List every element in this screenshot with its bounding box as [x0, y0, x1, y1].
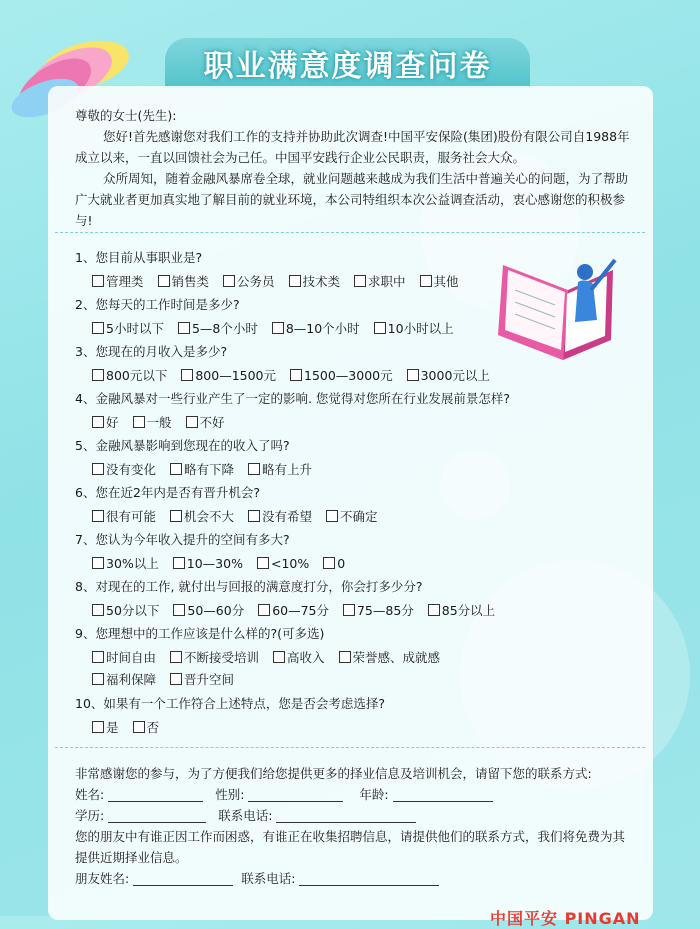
checkbox[interactable]	[326, 510, 338, 522]
option[interactable]: 晋升空间	[170, 672, 234, 687]
checkbox[interactable]	[133, 721, 145, 733]
option[interactable]: 略有上升	[248, 462, 312, 477]
option[interactable]: 机会不大	[170, 509, 234, 524]
checkbox[interactable]	[170, 510, 182, 522]
option[interactable]: 没有希望	[248, 509, 312, 524]
checkbox[interactable]	[181, 369, 193, 381]
section-divider	[55, 232, 645, 233]
option[interactable]: 销售类	[158, 274, 210, 289]
option[interactable]: 10小时以上	[374, 321, 454, 336]
checkbox[interactable]	[272, 322, 284, 334]
option[interactable]: 5小时以下	[92, 321, 164, 336]
education-field[interactable]	[108, 808, 206, 823]
option[interactable]: <10%	[257, 556, 309, 571]
checkbox[interactable]	[92, 651, 104, 663]
options-q9-row1	[92, 648, 450, 666]
friends-text: 您的朋友中有谁正因工作而困惑，有谁正在收集招聘信息，请提供他们的联系方式，我们将免费为其提供近期择业信息。	[75, 829, 626, 865]
checkbox[interactable]	[173, 557, 185, 569]
checkbox[interactable]	[170, 651, 182, 663]
options-q1	[92, 272, 469, 290]
checkbox[interactable]	[178, 322, 190, 334]
checkbox[interactable]	[133, 416, 145, 428]
option[interactable]: 8—10个小时	[272, 321, 360, 336]
friend-phone-field[interactable]	[299, 871, 439, 886]
option[interactable]: 30%以上	[92, 556, 159, 571]
checkbox[interactable]	[289, 275, 301, 287]
option[interactable]: 高收入	[273, 650, 325, 665]
question-8: 8、对现在的工作, 就付出与回报的满意度打分，你会打多少分?	[75, 579, 423, 594]
question-9: 9、您理想中的工作应该是什么样的?(可多选)	[75, 626, 325, 641]
checkbox[interactable]	[339, 651, 351, 663]
options-q7	[92, 554, 355, 572]
checkbox[interactable]	[92, 275, 104, 287]
contact-thanks: 非常感谢您的参与，为了方便我们给您提供更多的择业信息及培训机会，请留下您的联系方式:	[75, 766, 592, 781]
option[interactable]: 好	[92, 415, 119, 430]
option[interactable]: 求职中	[354, 274, 406, 289]
option[interactable]: 5—8个小时	[178, 321, 258, 336]
friend-phone-label: 联系电话:	[241, 871, 296, 886]
option[interactable]: 否	[133, 720, 160, 735]
checkbox[interactable]	[428, 604, 440, 616]
options-q8	[92, 601, 505, 619]
option[interactable]: 60—75分	[258, 603, 329, 618]
checkbox[interactable]	[92, 369, 104, 381]
checkbox[interactable]	[258, 604, 270, 616]
question-7: 7、您认为今年收入提升的空间有多大?	[75, 532, 290, 547]
option[interactable]: 不断接受培训	[170, 650, 259, 665]
checkbox[interactable]	[170, 673, 182, 685]
option[interactable]: 不确定	[326, 509, 378, 524]
question-1: 1、您目前从事职业是?	[75, 250, 203, 265]
checkbox[interactable]	[248, 463, 260, 475]
checkbox[interactable]	[223, 275, 235, 287]
option[interactable]: 800元以下	[92, 368, 167, 383]
age-label: 年龄:	[359, 787, 389, 802]
phone-label: 联系电话:	[218, 808, 273, 823]
option[interactable]: 技术类	[289, 274, 341, 289]
checkbox[interactable]	[186, 416, 198, 428]
checkbox[interactable]	[343, 604, 355, 616]
option[interactable]: 没有变化	[92, 462, 156, 477]
question-3: 3、您现在的月收入是多少?	[75, 344, 228, 359]
option[interactable]: 很有可能	[92, 509, 156, 524]
name-label: 姓名:	[75, 787, 105, 802]
option[interactable]: 一般	[133, 415, 172, 430]
greeting: 尊敬的女士(先生):	[75, 108, 177, 123]
option[interactable]: 管理类	[92, 274, 144, 289]
checkbox[interactable]	[92, 721, 104, 733]
intro-section	[75, 105, 635, 231]
option[interactable]: 800—1500元	[181, 368, 276, 383]
option[interactable]: 荣誉感、成就感	[339, 650, 441, 665]
page-title: 职业满意度调查问卷	[165, 38, 530, 88]
question-5: 5、金融风暴影响到您现在的收入了吗?	[75, 438, 290, 453]
options-q5	[92, 460, 322, 478]
options-q2	[92, 319, 464, 337]
checkbox[interactable]	[420, 275, 432, 287]
section-divider	[55, 747, 645, 748]
options-q4	[92, 413, 235, 431]
checkbox[interactable]	[92, 557, 104, 569]
checkbox[interactable]	[92, 463, 104, 475]
gender-field[interactable]	[248, 787, 343, 802]
friend-name-field[interactable]	[133, 871, 233, 886]
option[interactable]: 是	[92, 720, 119, 735]
book-illustration-icon	[493, 250, 618, 365]
gender-label: 性别:	[215, 787, 245, 802]
checkbox[interactable]	[158, 275, 170, 287]
option[interactable]: 其他	[420, 274, 459, 289]
option[interactable]: 1500—3000元	[290, 368, 393, 383]
intro-paragraph-2: 众所周知，随着金融风暴席卷全球，就业问题越来越成为我们生活中普遍关心的问题，为了帮助广大就业者更加真实地了解目前的就业环境，本公司特组织本次公益调查活动，衷心感谢您的积极参与!	[75, 171, 629, 228]
phone-field[interactable]	[276, 808, 416, 823]
checkbox[interactable]	[248, 510, 260, 522]
checkbox[interactable]	[92, 322, 104, 334]
option[interactable]: 福利保障	[92, 672, 156, 687]
option[interactable]: 50—60分	[173, 603, 244, 618]
options-q10	[92, 718, 169, 736]
checkbox[interactable]	[290, 369, 302, 381]
option[interactable]: 不好	[186, 415, 225, 430]
options-q6	[92, 507, 388, 525]
checkbox[interactable]	[354, 275, 366, 287]
contact-section	[75, 763, 635, 889]
checkbox[interactable]	[323, 557, 335, 569]
checkbox[interactable]	[407, 369, 419, 381]
checkbox[interactable]	[173, 604, 185, 616]
question-4: 4、金融风暴对一些行业产生了一定的影响. 您觉得对您所在行业发展前景怎样?	[75, 391, 511, 406]
question-10: 10、如果有一个工作符合上述特点，您是否会考虑选择?	[75, 696, 386, 711]
option[interactable]: 50分以下	[92, 603, 159, 618]
checkbox[interactable]	[374, 322, 386, 334]
option[interactable]: 略有下降	[170, 462, 234, 477]
option[interactable]: 75—85分	[343, 603, 414, 618]
question-2: 2、您每天的工作时间是多少?	[75, 297, 240, 312]
company-logo: 中国平安 PINGAN	[490, 909, 641, 928]
question-6: 6、您在近2年内是否有晋升机会?	[75, 485, 261, 500]
checkbox[interactable]	[92, 510, 104, 522]
option[interactable]: 时间自由	[92, 650, 156, 665]
age-field[interactable]	[393, 787, 493, 802]
option[interactable]: 3000元以上	[407, 368, 490, 383]
options-q3	[92, 366, 500, 384]
name-field[interactable]	[108, 787, 203, 802]
checkbox[interactable]	[92, 416, 104, 428]
option[interactable]: 10—30%	[173, 556, 243, 571]
friend-name-label: 朋友姓名:	[75, 871, 130, 886]
option[interactable]: 85分以上	[428, 603, 495, 618]
intro-paragraph-1: 您好!首先感谢您对我们工作的支持并协助此次调查!中国平安保险(集团)股份有限公司自1988年成立以来，一直以回馈社会为己任。中国平安践行企业公民职责，服务社会大众。	[75, 129, 630, 165]
options-q9-row2	[92, 670, 244, 688]
checkbox[interactable]	[170, 463, 182, 475]
option[interactable]: 公务员	[223, 274, 275, 289]
checkbox[interactable]	[92, 604, 104, 616]
education-label: 学历:	[75, 808, 105, 823]
option[interactable]: 0	[323, 556, 345, 571]
checkbox[interactable]	[273, 651, 285, 663]
checkbox[interactable]	[92, 673, 104, 685]
checkbox[interactable]	[257, 557, 269, 569]
